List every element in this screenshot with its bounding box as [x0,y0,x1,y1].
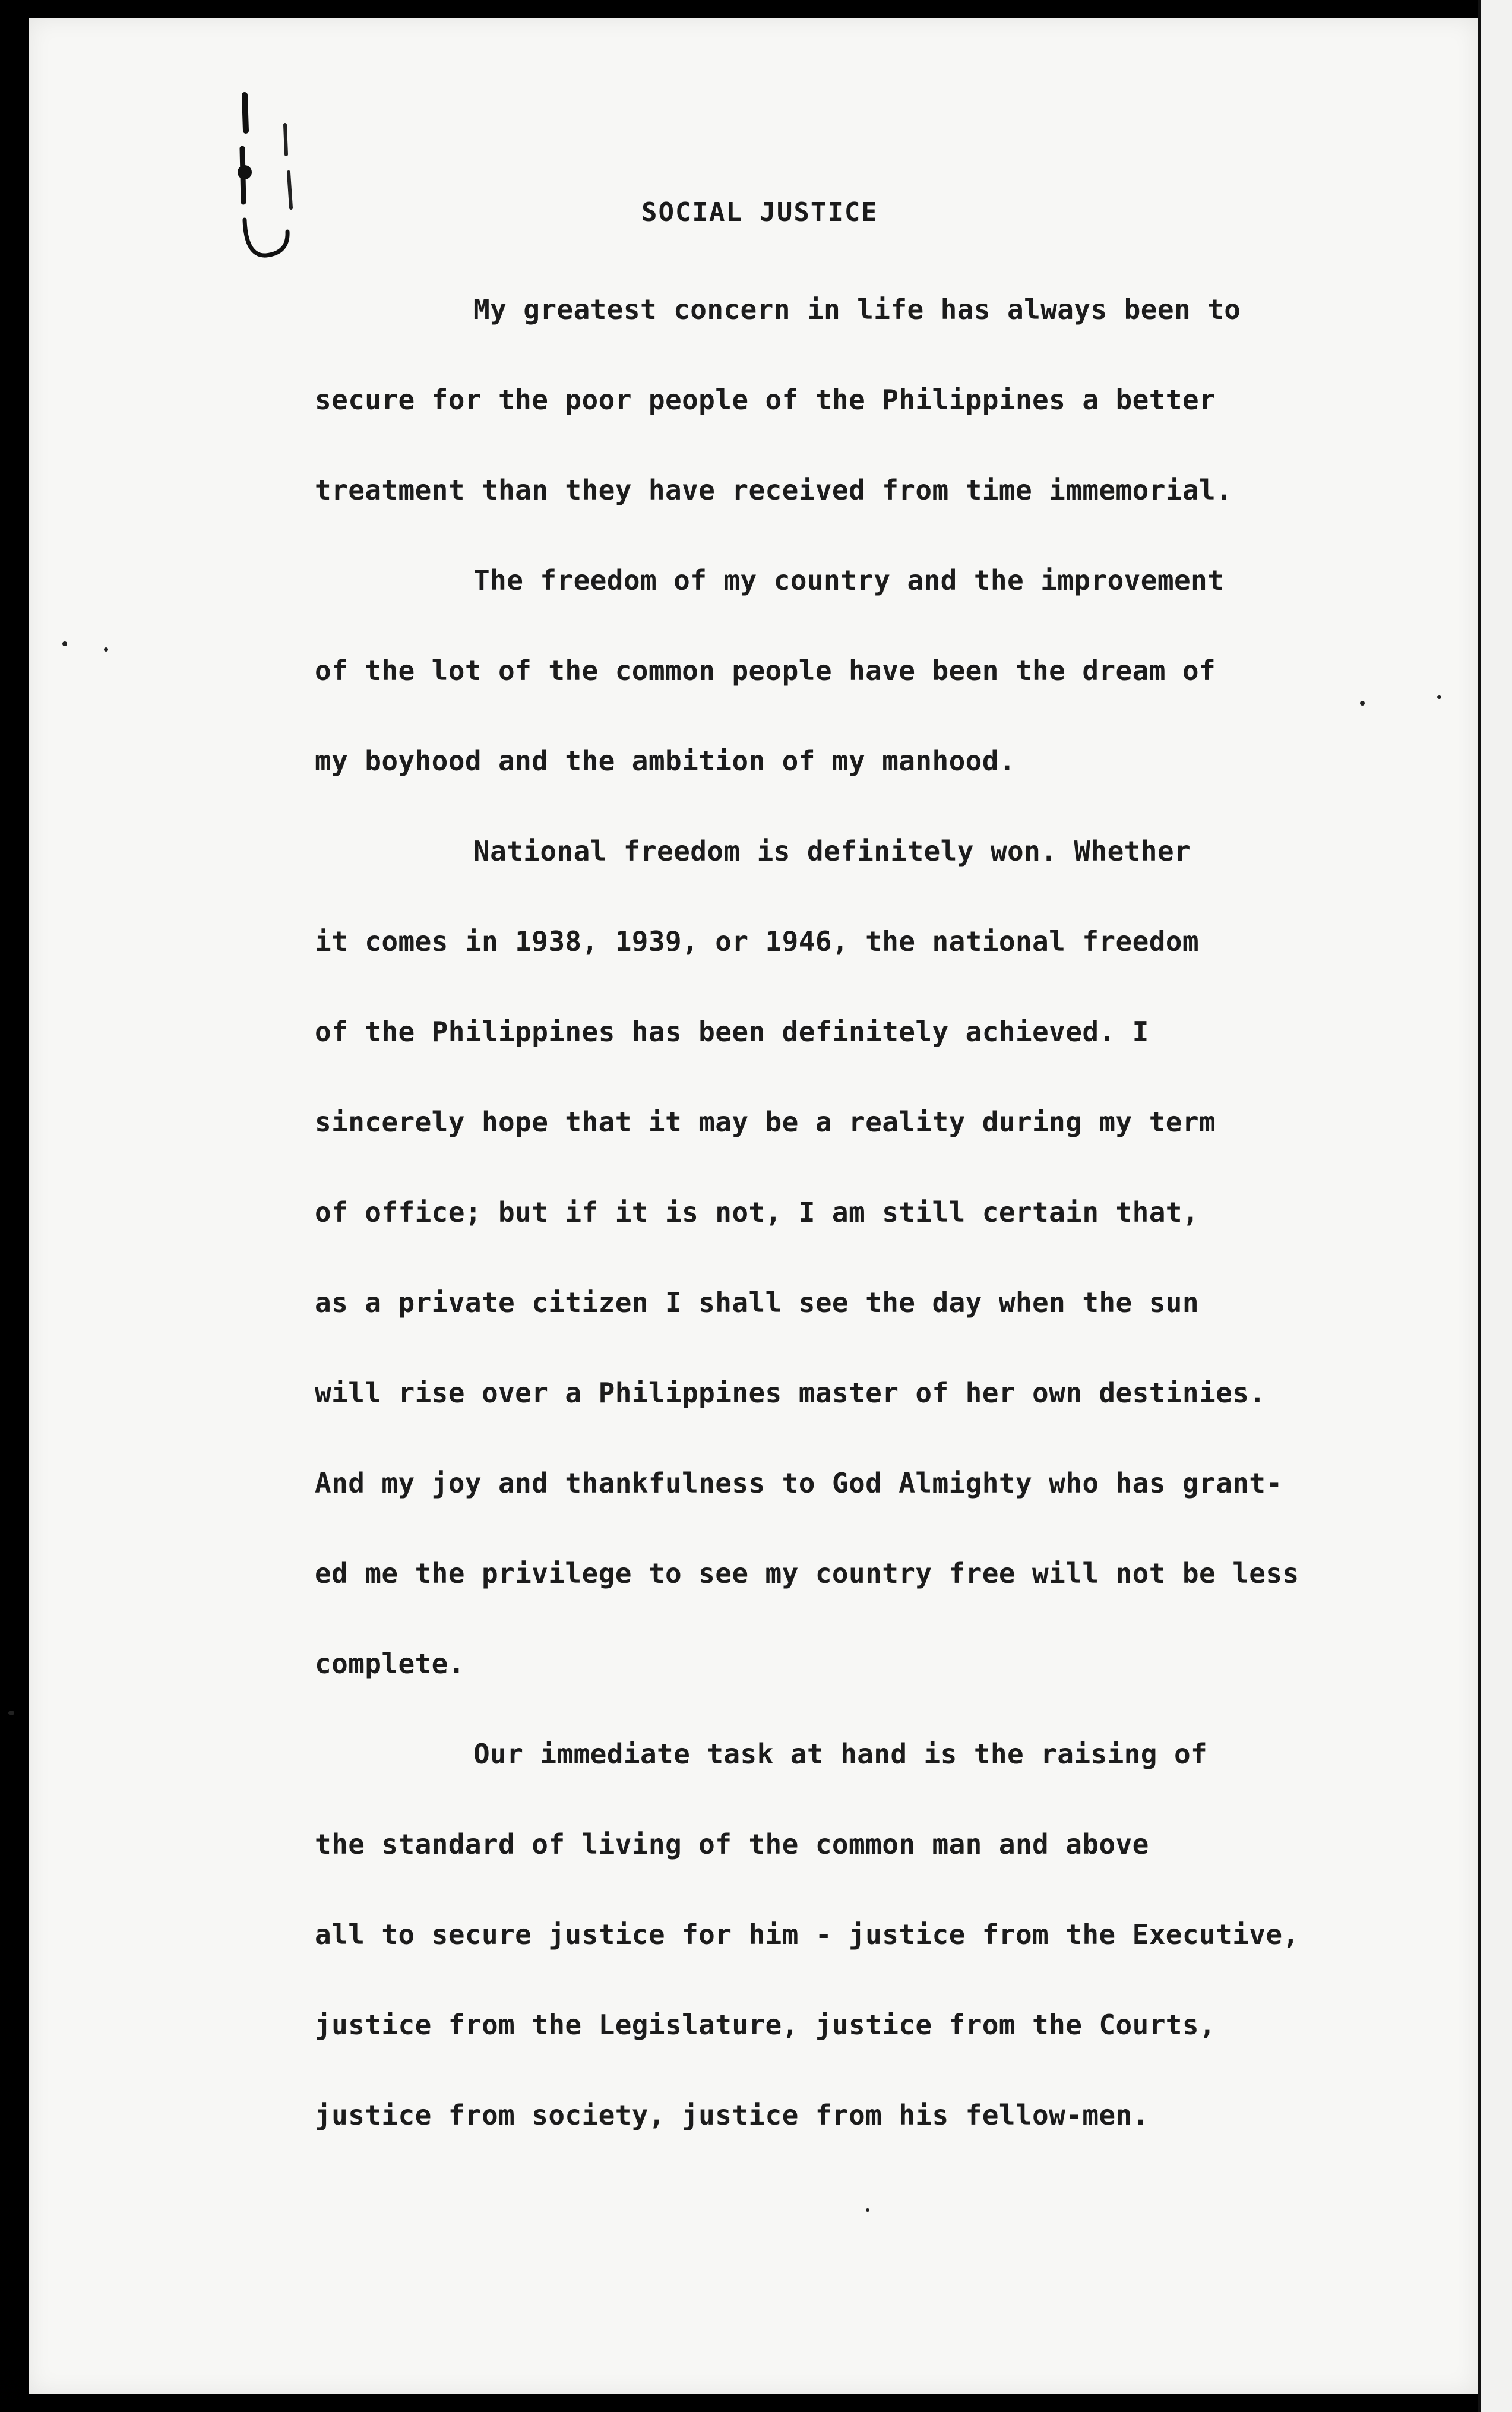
text-line: justice from the Legislature, justice from the Courts, [315,2009,1216,2041]
scan-speck [1360,701,1365,706]
scan-speck [62,641,67,646]
text-line: ed me the privilege to see my country free will not be less [315,1557,1299,1589]
scan-speck [104,647,108,652]
handwritten-mark-icon [238,83,303,261]
text-line: all to secure justice for him - justice from the Executive, [315,1918,1299,1951]
text-line: it comes in 1938, 1939, or 1946, the national freedom [315,925,1199,957]
text-line: And my joy and thankfulness to God Almighty who has grant- [315,1467,1283,1499]
scan-speck [8,1711,14,1715]
text-line: of the lot of the common people have been the dream of [315,655,1216,687]
text-line: Our immediate task at hand is the raising of [473,1738,1208,1770]
document-title: SOCIAL JUSTICE [641,197,878,227]
text-line: The freedom of my country and the improvement [473,564,1225,596]
text-line: justice from society, justice from his fellow-men. [315,2099,1149,2131]
text-line: the standard of living of the common man and above [315,1828,1149,1860]
text-line: of office; but if it is not, I am still certain that, [315,1196,1199,1228]
text-line: treatment than they have received from time immemorial. [315,474,1233,506]
text-line: as a private citizen I shall see the day when the sun [315,1286,1199,1319]
text-line: my boyhood and the ambition of my manhood. [315,745,1016,777]
text-line: My greatest concern in life has always been to [473,293,1241,325]
scan-speck [1437,695,1441,699]
page-edge [1478,0,1512,2412]
text-line: National freedom is definitely won. Whether [473,835,1191,867]
text-line: sincerely hope that it may be a reality during my term [315,1106,1216,1138]
scan-speck [866,2208,869,2212]
text-line: complete. [315,1648,465,1680]
text-line: secure for the poor people of the Philippines a better [315,384,1216,416]
text-line: will rise over a Philippines master of her own destinies. [315,1377,1266,1409]
text-line: of the Philippines has been definitely achieved. I [315,1016,1149,1048]
